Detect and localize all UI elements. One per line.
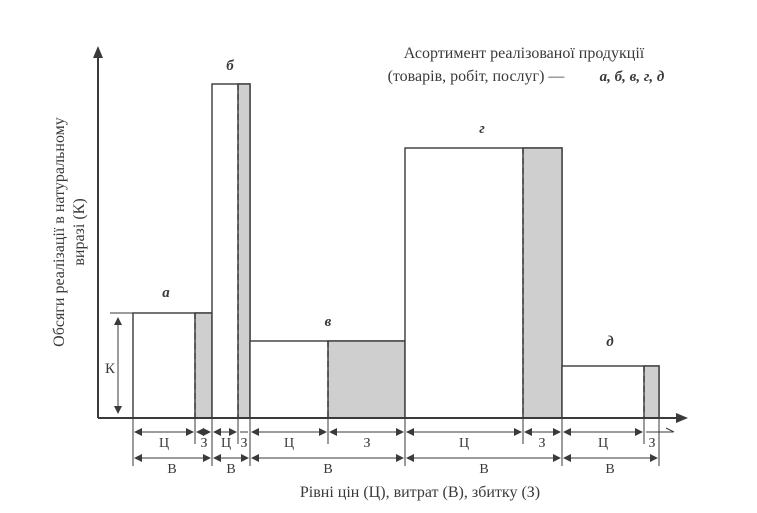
product-b-price-label: Ц (220, 436, 232, 451)
y-axis-label-line1: Обсяги реалізації в натуральному (51, 117, 68, 347)
product-b-label: б (226, 58, 234, 74)
title-line2: (товарів, робіт, послуг) — (387, 68, 565, 85)
product-g-price-label: Ц (458, 436, 470, 451)
product-g-cost-label: В (479, 462, 489, 477)
x-axis-label: Рівні цін (Ц), витрат (В), збитку (З) (299, 484, 541, 501)
product-b-block (212, 84, 250, 418)
product-a-loss-label: З (200, 436, 208, 451)
product-b-cost-label: В (226, 462, 236, 477)
product-d-price-label: Ц (597, 436, 609, 451)
product-a-block (133, 313, 212, 418)
product-d-block (562, 366, 659, 418)
product-d-loss-label: З (648, 436, 656, 451)
product-a-label: а (162, 285, 170, 301)
product-d-loss-area (644, 366, 659, 418)
product-a-price-label: Ц (158, 436, 170, 451)
product-d-label: д (606, 334, 614, 350)
product-v-cost-label: В (323, 462, 333, 477)
product-b-loss-label: З (240, 436, 248, 451)
product-d-cost-label: В (605, 462, 615, 477)
product-v-label: в (324, 314, 332, 330)
product-g-label: г (479, 121, 485, 137)
product-v-loss-area (328, 341, 405, 418)
y-axis-label-line2: виразі (К) (71, 198, 88, 266)
product-v-price-label: Ц (283, 436, 295, 451)
product-v-block (250, 341, 405, 418)
product-b-loss-area (238, 84, 250, 418)
title-line1: Асортимент реалізованої продукції (403, 45, 645, 62)
dimension-extension-lines (133, 418, 659, 466)
product-a-loss-area (195, 313, 212, 418)
product-g-block (405, 148, 562, 418)
product-a-cost-label: В (167, 462, 177, 477)
product-g-loss-label: З (538, 436, 546, 451)
k-marker-label: К (104, 361, 116, 377)
product-g-loss-area (523, 148, 562, 418)
product-v-loss-label: З (363, 436, 371, 451)
title-product-letters: а, б, в, г, д (599, 69, 665, 85)
